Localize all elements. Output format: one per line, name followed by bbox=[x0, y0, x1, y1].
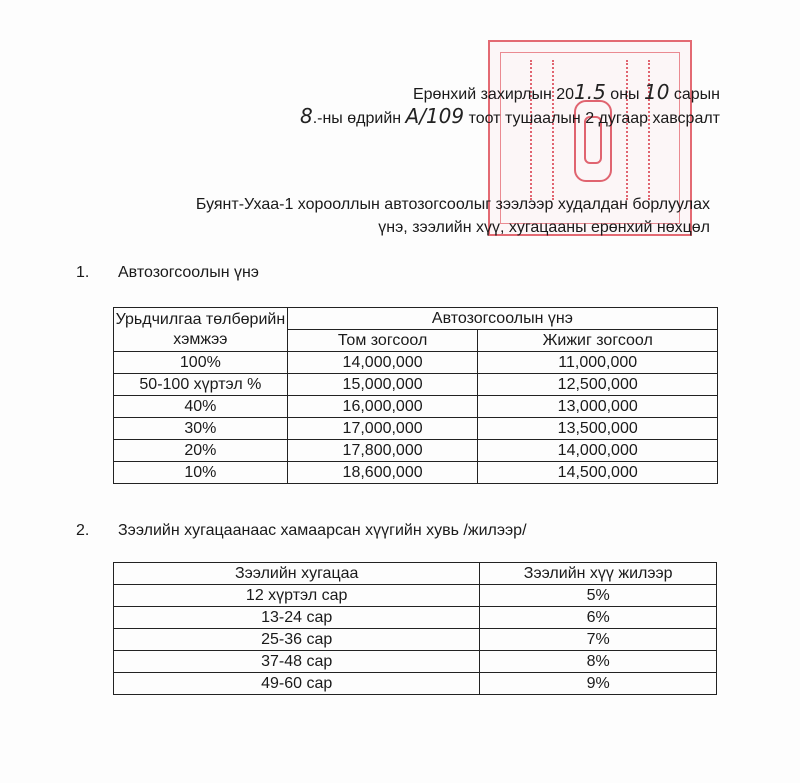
column-header: Том зогсоол bbox=[287, 330, 478, 352]
table-cell: 25-36 сар bbox=[114, 629, 480, 651]
handwritten-day: 8 bbox=[299, 104, 313, 128]
table-row bbox=[114, 418, 718, 440]
table-cell: 18,600,000 bbox=[287, 462, 478, 484]
header-text: Ерөнхий захирлын 20 bbox=[412, 86, 575, 103]
table-cell: 9% bbox=[480, 673, 717, 695]
header-line-1 bbox=[413, 80, 720, 104]
section-title: Зээлийн хугацаанаас хамаарсан хүүгийн хувь /жилээр/ bbox=[118, 522, 527, 539]
handwritten-year: 1.5 bbox=[574, 80, 606, 104]
table-cell: 13-24 сар bbox=[114, 607, 480, 629]
table-cell: 10% bbox=[114, 462, 288, 484]
table-cell: 14,000,000 bbox=[478, 440, 718, 462]
parking-price-table bbox=[113, 307, 718, 484]
table-row bbox=[114, 440, 718, 462]
loan-interest-table bbox=[113, 562, 717, 695]
column-header: Жижиг зогсоол bbox=[478, 330, 718, 352]
document-title-line-1: Буянт-Ухаа-1 хорооллын автозогсоолыг зээлээр худалдан борлуулах bbox=[195, 196, 710, 213]
table-row bbox=[114, 607, 717, 629]
table-cell: 100% bbox=[114, 352, 288, 374]
group-header: Автозогсоолын үнэ bbox=[287, 308, 717, 330]
table-cell: 17,000,000 bbox=[287, 418, 478, 440]
table-cell: 40% bbox=[114, 396, 288, 418]
handwritten-month: 10 bbox=[643, 80, 670, 104]
column-header: Урьдчилгаа төлбөрийн хэмжээ bbox=[114, 308, 288, 352]
table-row bbox=[114, 352, 718, 374]
column-header: Зээлийн хүү жилээр bbox=[480, 563, 717, 585]
table-row bbox=[114, 396, 718, 418]
table-cell: 30% bbox=[114, 418, 288, 440]
table-cell: 17,800,000 bbox=[287, 440, 478, 462]
header-text: тоот тушаалын 2 дугаар хавсралт bbox=[464, 110, 720, 127]
table-cell: 14,500,000 bbox=[478, 462, 718, 484]
header-text: сарын bbox=[669, 86, 720, 103]
table-cell: 11,000,000 bbox=[478, 352, 718, 374]
table-cell: 5% bbox=[480, 585, 717, 607]
table-header-row bbox=[114, 308, 718, 330]
table-cell: 12,500,000 bbox=[478, 374, 718, 396]
header-text: .-ны өдрийн bbox=[312, 110, 406, 127]
section-number: 2. bbox=[76, 522, 90, 539]
table-cell: 7% bbox=[480, 629, 717, 651]
table-header-row bbox=[114, 563, 717, 585]
table-cell: 37-48 сар bbox=[114, 651, 480, 673]
table-cell: 20% bbox=[114, 440, 288, 462]
table-cell: 14,000,000 bbox=[287, 352, 478, 374]
column-header: Зээлийн хугацаа bbox=[114, 563, 480, 585]
table-cell: 50-100 хүртэл % bbox=[114, 374, 288, 396]
table-row bbox=[114, 629, 717, 651]
table-cell: 49-60 сар bbox=[114, 673, 480, 695]
table-cell: 8% bbox=[480, 651, 717, 673]
table-row bbox=[114, 374, 718, 396]
header-text: оны bbox=[605, 86, 644, 103]
section-number: 1. bbox=[76, 264, 90, 281]
table-cell: 13,500,000 bbox=[478, 418, 718, 440]
table-row bbox=[114, 651, 717, 673]
table-cell: 13,000,000 bbox=[478, 396, 718, 418]
table-cell: 16,000,000 bbox=[287, 396, 478, 418]
table-cell: 6% bbox=[480, 607, 717, 629]
table-row bbox=[114, 462, 718, 484]
section-title: Автозогсоолын үнэ bbox=[118, 264, 259, 281]
document-title-line-2: үнэ, зээлийн хүү, хугацааны ерөнхий нөхцөл bbox=[378, 219, 710, 236]
table-row bbox=[114, 585, 717, 607]
table-cell: 15,000,000 bbox=[287, 374, 478, 396]
table-cell: 12 хүртэл сар bbox=[114, 585, 480, 607]
handwritten-order-number: A/109 bbox=[405, 104, 465, 128]
table-row bbox=[114, 673, 717, 695]
header-line-2 bbox=[300, 104, 720, 128]
